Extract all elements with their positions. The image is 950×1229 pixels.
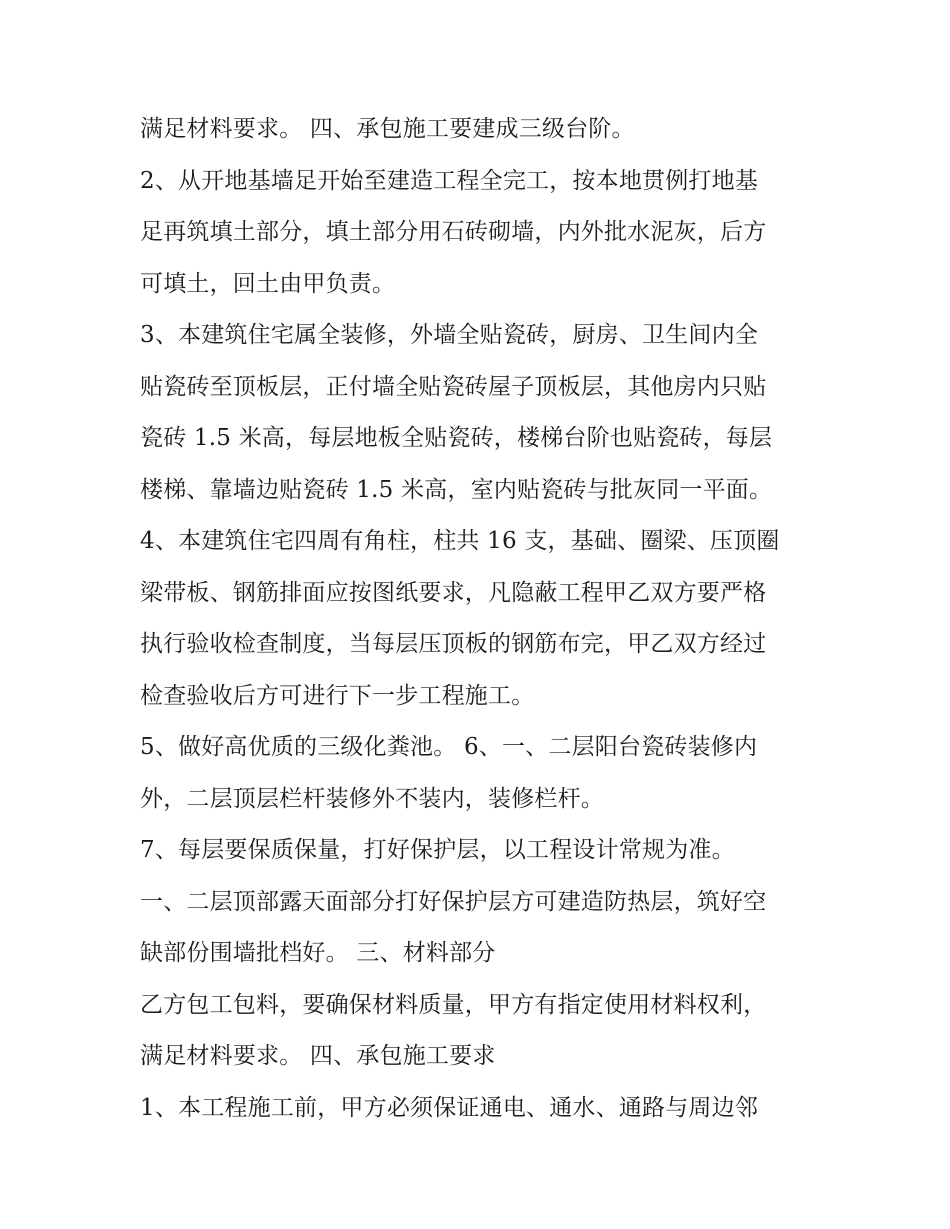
text-line: 梁带板、钢筋排面应按图纸要求，凡隐蔽工程甲乙双方要严格: [140, 579, 767, 606]
text-line: 满足材料要求。 四、承包施工要求: [140, 1043, 496, 1069]
text-line: 4、本建筑住宅四周有角柱，柱共 16 支，基础、圈梁、压顶圈: [140, 528, 780, 554]
text-line: 1、本工程施工前，甲方必须保证通电、通水、通路与周边邻: [140, 1094, 759, 1121]
text-line: 乙方包工包料，要确保材料质量，甲方有指定使用材料权利，: [140, 991, 767, 1018]
text-line: 足再筑填土部分，填土部分用石砖砌墙，内外批水泥灰，后方: [140, 219, 767, 245]
text-line: 贴瓷砖至顶板层，正付墙全贴瓷砖屋子顶板层，其他房内只贴: [140, 373, 767, 400]
text-line: 5、做好高优质的三级化粪池。 6、一、二层阳台瓷砖装修内: [140, 734, 758, 760]
document-body: [140, 104, 830, 1134]
text-line: 7、每层要保质保量，打好保护层，以工程设计常规为准。: [140, 837, 735, 863]
text-line: 外，二层顶层栏杆装修外不装内，装修栏杆。: [140, 785, 604, 812]
text-line: 一、二层顶部露天面部分打好保护层方可建造防热层，筑好空: [140, 888, 767, 915]
text-line: 楼梯、靠墙边贴瓷砖 1.5 米高，室内贴瓷砖与批灰同一平面。: [140, 476, 773, 503]
text-line: 瓷砖 1.5 米高，每层地板全贴瓷砖，楼梯台阶也贴瓷砖，每层: [140, 425, 773, 451]
text-line: 可填土，回土由甲负责。: [140, 270, 396, 297]
text-line: 执行验收检查制度，当每层压顶板的钢筋布完，甲乙双方经过: [140, 631, 767, 657]
text-line: 2、从开地基墙足开始至建造工程全完工，按本地贯例打地基: [140, 167, 759, 194]
text-line: 满足材料要求。 四、承包施工要建成三级台阶。: [140, 116, 635, 142]
text-line: 缺部份围墙批档好。 三、材料部分: [140, 940, 496, 966]
text-line: 3、本建筑住宅属全装修，外墙全贴瓷砖，厨房、卫生间内全: [140, 322, 759, 348]
text-line: 检查验收后方可进行下一步工程施工。: [140, 682, 535, 709]
